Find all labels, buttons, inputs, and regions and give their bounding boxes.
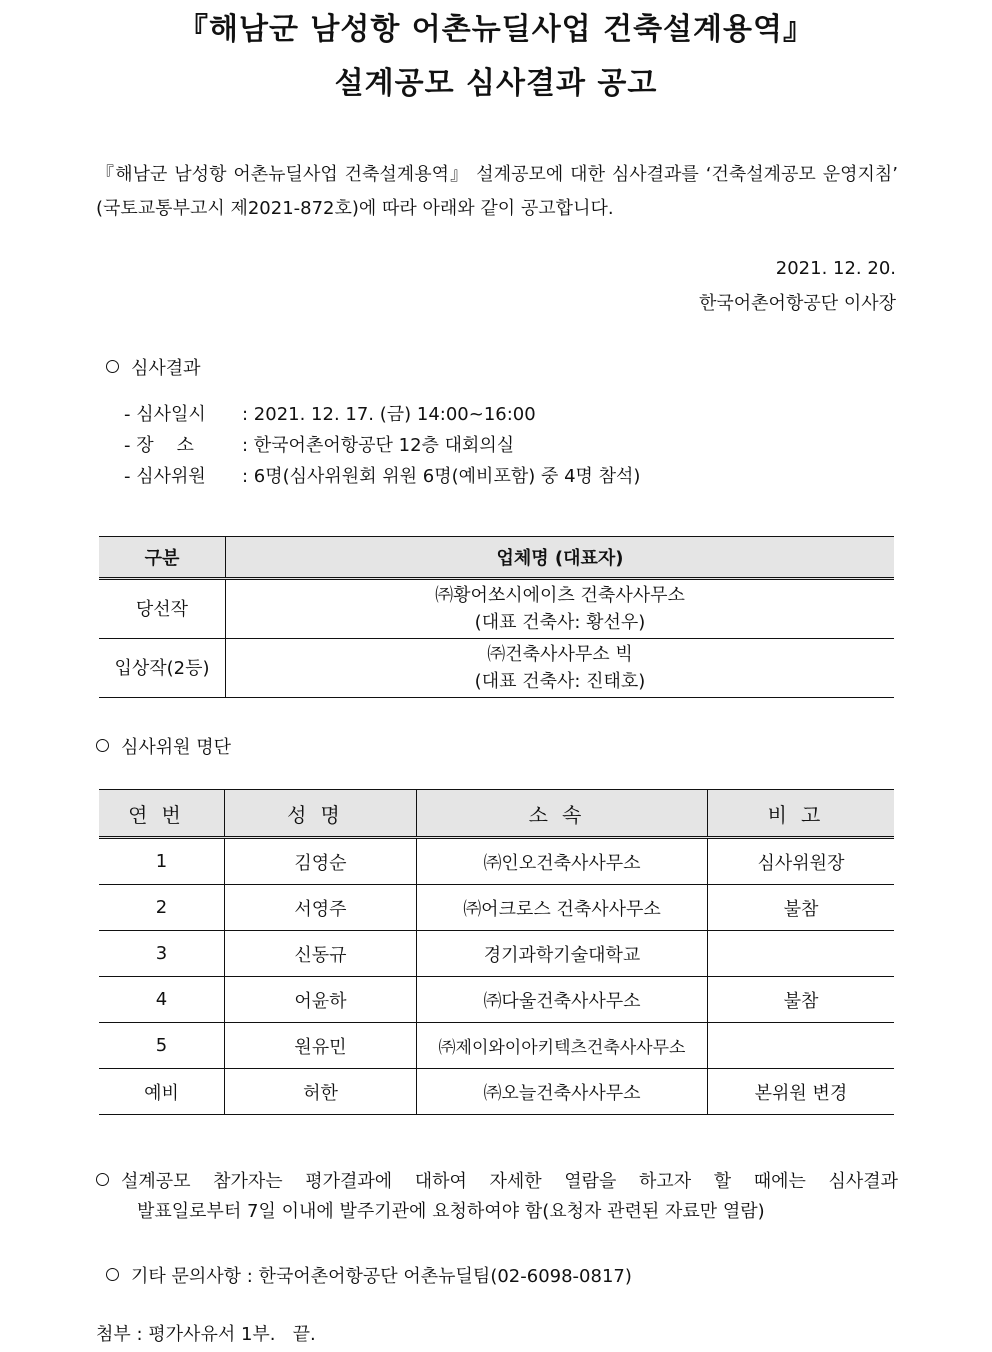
- member-note: 불참: [708, 977, 895, 1023]
- member-note: 심사위원장: [708, 838, 895, 885]
- result-item-value: : 6명(심사위원회 위원 6명(예비포함) 중 4명 참석): [242, 466, 641, 487]
- contact-info: [106, 1262, 632, 1288]
- member-number: 5: [99, 1023, 225, 1069]
- members-table-header: [99, 790, 894, 838]
- table-row: [99, 639, 894, 698]
- member-number: 1: [99, 838, 225, 885]
- section-heading-result-label: 심사결과: [131, 358, 201, 379]
- member-note: [708, 1023, 895, 1069]
- member-name: 신동규: [225, 931, 417, 977]
- member-number: 2: [99, 885, 225, 931]
- member-affiliation: ㈜제이와이아키텍츠건축사사무소: [417, 1023, 708, 1069]
- column-header-note: 비고: [708, 790, 895, 838]
- circle-bullet-icon: [96, 1173, 109, 1186]
- contact-info-text: 기타 문의사항 : 한국어촌어항공단 어촌뉴딜팀(02-6098-0817): [131, 1266, 632, 1287]
- result-item-label: - 심사위원: [124, 466, 206, 487]
- result-category: 입상작(2등): [99, 639, 226, 698]
- section-heading-members-label: 심사위원 명단: [121, 737, 232, 758]
- table-row: [99, 838, 894, 885]
- company-representative: (대표 건축사: 진태호): [474, 671, 646, 692]
- member-affiliation: 경기과학기술대학교: [417, 931, 708, 977]
- inspection-notice-line-2: 발표일로부터 7일 이내에 발주기관에 요청하여야 함(요청자 관련된 자료만 열람): [137, 1201, 765, 1222]
- member-number: 3: [99, 931, 225, 977]
- result-company-cell: [226, 639, 895, 698]
- circle-bullet-icon: [106, 360, 119, 373]
- result-item-value: : 한국어촌어항공단 12층 대회의실: [242, 435, 515, 456]
- announcement-date: 2021. 12. 20.: [775, 258, 896, 279]
- document-title-line1: 『해남군 남성항 어촌뉴딜사업 건축설계용역』: [178, 12, 814, 47]
- result-category: 당선작: [99, 579, 226, 639]
- member-note: 본위원 변경: [708, 1069, 895, 1115]
- column-header-name: 성명: [225, 790, 417, 838]
- member-affiliation: ㈜어크로스 건축사사무소: [417, 885, 708, 931]
- member-name: 허한: [225, 1069, 417, 1115]
- result-table-header: [99, 537, 894, 579]
- table-row: [99, 1069, 894, 1115]
- column-header-affiliation: 소속: [417, 790, 708, 838]
- intro-line-2: (국토교통부고시 제2021-872호)에 따라 아래와 같이 공고합니다.: [96, 198, 614, 219]
- intro-line-1: 『해남군 남성항 어촌뉴딜사업 건축설계용역』 설계공모에 대한 심사결과를 ‘건축설계공모 운영지침’: [96, 164, 898, 185]
- result-item-committee: [124, 462, 640, 488]
- attachment-line: 첨부 : 평가사유서 1부. 끝.: [96, 1324, 316, 1345]
- member-note: [708, 931, 895, 977]
- inspection-notice-line-1: [96, 1167, 898, 1197]
- table-row: [99, 977, 894, 1023]
- member-name: 어윤하: [225, 977, 417, 1023]
- circle-bullet-icon: [106, 1268, 119, 1281]
- member-name: 김영순: [225, 838, 417, 885]
- result-item-label: - 장 소: [124, 435, 194, 456]
- table-row: [99, 931, 894, 977]
- issuer-signature: 한국어촌어항공단 이사장: [699, 293, 896, 314]
- member-note: 불참: [708, 885, 895, 931]
- column-header-company: 업체명 (대표자): [226, 537, 895, 579]
- result-item-place: [124, 431, 514, 457]
- table-row: [99, 1023, 894, 1069]
- company-name: ㈜건축사사무소 빅: [487, 644, 633, 665]
- company-representative: (대표 건축사: 황선우): [474, 612, 646, 633]
- section-heading-members: [96, 733, 231, 759]
- column-header-category: 구분: [99, 537, 226, 579]
- members-table: [99, 789, 894, 1115]
- section-heading-result: [106, 354, 201, 380]
- member-affiliation: ㈜오늘건축사사무소: [417, 1069, 708, 1115]
- member-name: 서영주: [225, 885, 417, 931]
- member-number: 예비: [99, 1069, 225, 1115]
- member-name: 원유민: [225, 1023, 417, 1069]
- inspection-notice: [96, 1167, 898, 1227]
- column-header-number: 연번: [99, 790, 225, 838]
- result-item-value: : 2021. 12. 17. (금) 14:00~16:00: [242, 404, 536, 425]
- member-affiliation: ㈜다울건축사사무소: [417, 977, 708, 1023]
- table-row: [99, 579, 894, 639]
- member-number: 4: [99, 977, 225, 1023]
- document-title-line2: 설계공모 심사결과 공고: [334, 66, 658, 101]
- result-table: [99, 536, 894, 698]
- inspection-notice-text-1: 설계공모 참가자는 평가결과에 대하여 자세한 열람을 하고자 할 때에는 심사결과: [121, 1171, 898, 1192]
- company-name: ㈜황어쏘시에이츠 건축사사무소: [435, 585, 685, 606]
- circle-bullet-icon: [96, 739, 109, 752]
- member-affiliation: ㈜인오건축사사무소: [417, 838, 708, 885]
- intro-paragraph: [96, 158, 898, 226]
- result-company-cell: [226, 579, 895, 639]
- result-item-label: - 심사일시: [124, 404, 206, 425]
- result-item-datetime: [124, 400, 536, 426]
- table-row: [99, 885, 894, 931]
